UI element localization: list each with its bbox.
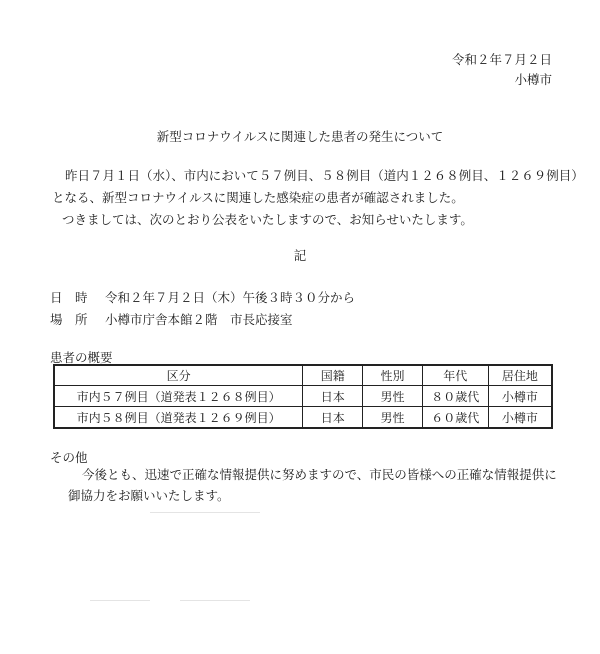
- column-header-nationality: 国籍: [303, 365, 363, 386]
- place-label: 場 所: [50, 312, 88, 327]
- column-header-age: 年代: [422, 365, 488, 386]
- column-header-category: 区分: [54, 365, 303, 386]
- cell-category: 市内５７例目（道発表１２６８例目）: [54, 386, 303, 407]
- other-paragraph-line: 今後とも、迅速で正確な情報提供に努めますので、市民の皆様への正確な情報提供に: [82, 467, 557, 482]
- patient-overview-heading: 患者の概要: [50, 350, 113, 365]
- cell-age: ８０歳代: [422, 386, 488, 407]
- patient-table: [53, 364, 553, 429]
- cell-nationality: 日本: [303, 407, 363, 429]
- body-paragraph-line: 昨日７月１日（水）、市内において５７例目、５８例目（道内１２６８例目、１２６９例目）: [65, 168, 584, 183]
- cell-residence: 小樽市: [488, 407, 552, 429]
- other-heading: その他: [50, 450, 88, 465]
- scan-artifact-line: [150, 512, 260, 513]
- datetime-value: 令和２年７月２日（木）午後３時３０分から: [105, 290, 356, 305]
- body-paragraph-line: つきましては、次のとおり公表をいたしますので、お知らせいたします。: [62, 212, 473, 227]
- table-row: [54, 386, 552, 407]
- cell-age: ６０歳代: [422, 407, 488, 429]
- cell-residence: 小樽市: [488, 386, 552, 407]
- cell-sex: 男性: [363, 386, 423, 407]
- scan-artifact-line: [180, 600, 250, 601]
- table-row: [54, 407, 552, 429]
- document-date: 令和２年７月２日: [451, 52, 552, 67]
- other-paragraph-line: 御協力をお願いいたします。: [68, 488, 230, 503]
- cell-category: 市内５８例目（道発表１２６９例目）: [54, 407, 303, 429]
- datetime-label: 日 時: [50, 290, 88, 305]
- body-paragraph-line: となる、新型コロナウイルスに関連した感染症の患者が確認されました。: [52, 190, 464, 205]
- scan-artifact-line: [90, 600, 150, 601]
- column-header-sex: 性別: [363, 365, 423, 386]
- cell-sex: 男性: [363, 407, 423, 429]
- ki-heading: 記: [293, 248, 307, 263]
- cell-nationality: 日本: [303, 386, 363, 407]
- document-title: 新型コロナウイルスに関連した患者の発生について: [156, 129, 444, 144]
- place-value: 小樽市庁舎本館２階 市長応接室: [105, 312, 293, 327]
- document-issuer: 小樽市: [514, 72, 552, 87]
- column-header-residence: 居住地: [488, 365, 552, 386]
- table-header-row: [54, 365, 552, 386]
